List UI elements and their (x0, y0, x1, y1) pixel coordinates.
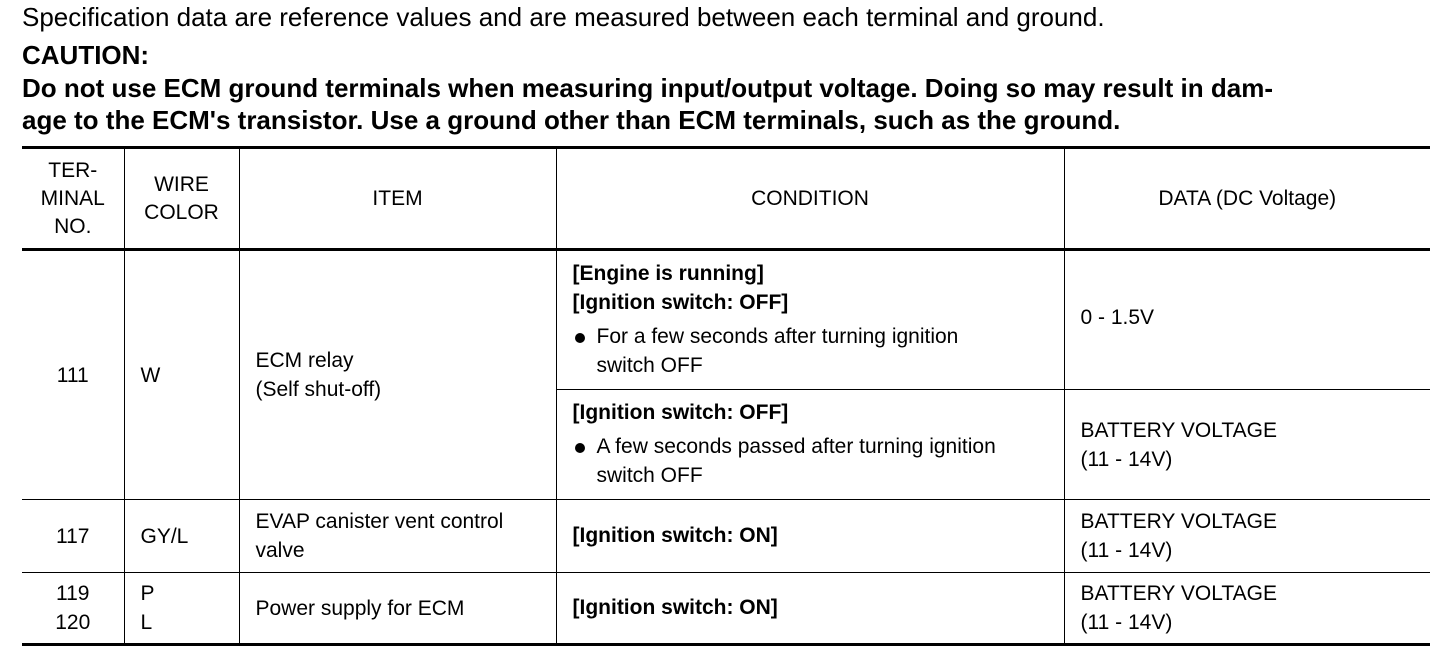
spec-table (22, 146, 1430, 646)
wire-color: P L (124, 573, 239, 645)
bullet-dot-icon (575, 333, 585, 343)
caution-line-1: Do not use ECM ground terminals when measuring input/output voltage. Doing so may result in dam- (22, 73, 1273, 103)
caution-text (22, 72, 1432, 136)
header-wire-color: WIRE COLOR (124, 148, 239, 250)
data-cell: BATTERY VOLTAGE (11 - 14V) (1064, 390, 1430, 500)
terminal-no: 119 120 (22, 573, 124, 645)
condition-cell: [Ignition switch: ON] (556, 573, 1064, 645)
header-condition: CONDITION (556, 148, 1064, 250)
header-data: DATA (DC Voltage) (1064, 148, 1430, 250)
condition-cell: [Ignition switch: ON] (556, 500, 1064, 573)
caution-line-2: age to the ECM's transistor. Use a ground other than ECM terminals, such as the ground. (22, 105, 1121, 135)
data-cell: BATTERY VOLTAGE (11 - 14V) (1064, 573, 1430, 645)
intro-text: Specification data are reference values and are measured between each terminal and ground. (22, 2, 1105, 32)
item-cell: Power supply for ECM (239, 573, 556, 645)
bullet-item: For a few seconds after turning ignition switch OFF (573, 322, 1050, 380)
terminal-no: 117 (22, 500, 124, 573)
bullet-item: A few seconds passed after turning ignition switch OFF (573, 432, 1050, 490)
wire-color: W (124, 250, 239, 500)
item-cell: ECM relay (Self shut-off) (239, 250, 556, 500)
bullet-dot-icon (575, 443, 585, 453)
terminal-no: 111 (22, 250, 124, 500)
data-cell: 0 - 1.5V (1064, 250, 1430, 390)
condition-cell: [Ignition switch: OFF] A few seconds passed after turning ignition switch OFF (556, 390, 1064, 500)
table-row (22, 573, 1430, 645)
header-row (22, 148, 1430, 250)
condition-cell: [Engine is running] [Ignition switch: OFF] For a few seconds after turning ignition switch OFF (556, 250, 1064, 390)
table-row (22, 500, 1430, 573)
header-terminal-no: TER- MINAL NO. (22, 148, 124, 250)
wire-color: GY/L (124, 500, 239, 573)
item-cell: EVAP canister vent control valve (239, 500, 556, 573)
table-row (22, 250, 1430, 390)
caution-heading: CAUTION: (22, 40, 150, 70)
header-item: ITEM (239, 148, 556, 250)
data-cell: BATTERY VOLTAGE (11 - 14V) (1064, 500, 1430, 573)
